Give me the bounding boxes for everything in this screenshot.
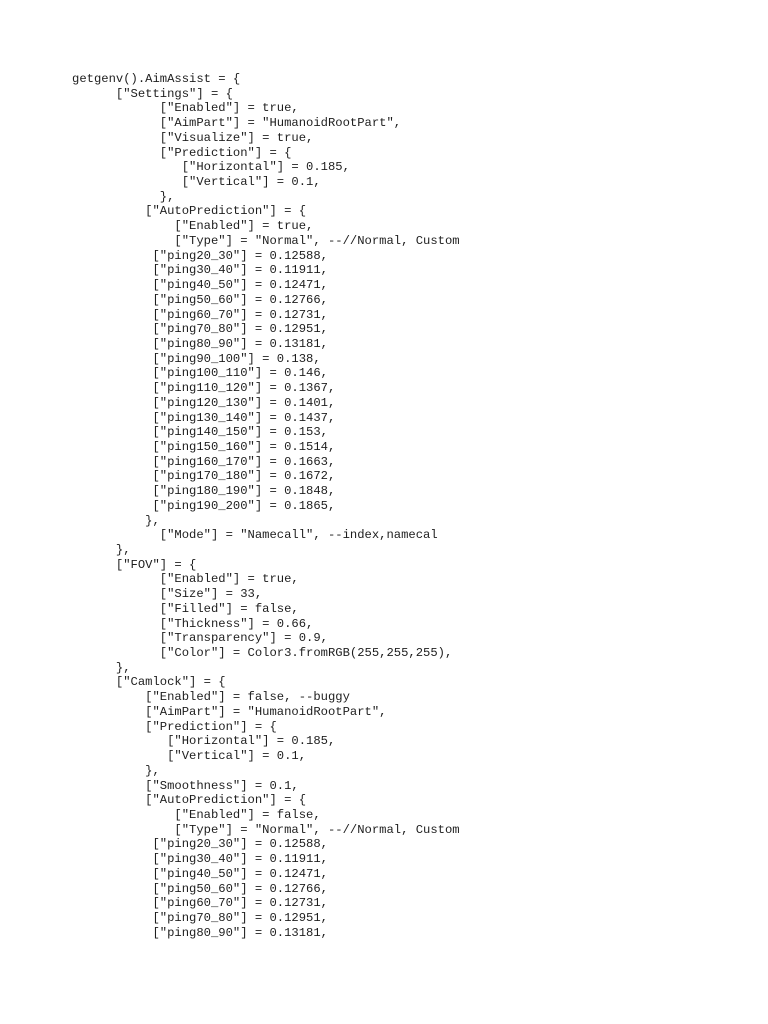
code-line: }, — [72, 189, 175, 204]
code-line: ["ping30_40"] = 0.11911, — [72, 263, 328, 278]
code-line: ["Vertical"] = 0.1, — [72, 749, 307, 764]
code-line: ["ping40_50"] = 0.12471, — [72, 866, 328, 881]
code-line: ["Settings"] = { — [72, 86, 233, 101]
code-line: ["ping70_80"] = 0.12951, — [72, 910, 328, 925]
code-line: }, — [72, 763, 160, 778]
code-line: ["ping50_60"] = 0.12766, — [72, 881, 328, 896]
code-line: ["ping20_30"] = 0.12588, — [72, 248, 328, 263]
code-line: ["ping160_170"] = 0.1663, — [72, 454, 336, 469]
code-line: ["ping110_120"] = 0.1367, — [72, 381, 336, 396]
code-line: ["ping60_70"] = 0.12731, — [72, 896, 328, 911]
code-line: ["Type"] = "Normal", --//Normal, Custom — [72, 822, 460, 837]
code-line: ["Camlock"] = { — [72, 675, 226, 690]
code-line: ["Enabled"] = false, — [72, 807, 321, 822]
code-line: ["ping70_80"] = 0.12951, — [72, 322, 328, 337]
code-line: ["Enabled"] = false, --buggy — [72, 690, 350, 705]
code-line: ["ping30_40"] = 0.11911, — [72, 852, 328, 867]
code-line: ["Smoothness"] = 0.1, — [72, 778, 299, 793]
code-line: ["ping90_100"] = 0.138, — [72, 351, 321, 366]
code-line: getgenv().AimAssist = { — [72, 72, 241, 86]
code-line: ["ping140_150"] = 0.153, — [72, 425, 328, 440]
code-line: ["ping60_70"] = 0.12731, — [72, 307, 328, 322]
code-line: ["ping150_160"] = 0.1514, — [72, 439, 336, 454]
code-line: ["Horizontal"] = 0.185, — [72, 734, 336, 749]
code-line: ["ping50_60"] = 0.12766, — [72, 292, 328, 307]
code-line: ["ping130_140"] = 0.1437, — [72, 410, 336, 425]
code-line: ["ping40_50"] = 0.12471, — [72, 278, 328, 293]
code-line: }, — [72, 660, 131, 675]
code-line: ["FOV"] = { — [72, 557, 197, 572]
code-line: ["Enabled"] = true, — [72, 572, 299, 587]
code-line: ["Enabled"] = true, — [72, 219, 314, 234]
code-line: ["AutoPrediction"] = { — [72, 793, 307, 808]
code-line: ["ping80_90"] = 0.13181, — [72, 925, 328, 940]
code-line: ["Transparency"] = 0.9, — [72, 631, 328, 646]
code-line: ["Enabled"] = true, — [72, 101, 299, 116]
code-line: ["Visualize"] = true, — [72, 130, 314, 145]
code-line: ["ping120_130"] = 0.1401, — [72, 395, 336, 410]
code-line: ["AimPart"] = "HumanoidRootPart", — [72, 116, 402, 131]
code-line: ["Type"] = "Normal", --//Normal, Custom — [72, 233, 460, 248]
code-line: ["Vertical"] = 0.1, — [72, 175, 321, 190]
code-line: ["AimPart"] = "HumanoidRootPart", — [72, 704, 387, 719]
code-line: ["Prediction"] = { — [72, 145, 292, 160]
code-line: ["Horizontal"] = 0.185, — [72, 160, 350, 175]
code-line: }, — [72, 543, 131, 557]
code-line: ["ping170_180"] = 0.1672, — [72, 469, 336, 484]
code-line: }, — [72, 513, 160, 528]
code-line: ["Mode"] = "Namecall", --index,namecal — [72, 528, 438, 543]
code-line: ["ping20_30"] = 0.12588, — [72, 837, 328, 852]
code-line: ["ping100_110"] = 0.146, — [72, 366, 328, 381]
code-line: ["AutoPrediction"] = { — [72, 204, 307, 219]
code-block — [72, 72, 460, 940]
code-line: ["Color"] = Color3.fromRGB(255,255,255), — [72, 646, 453, 661]
code-line: ["ping190_200"] = 0.1865, — [72, 498, 336, 513]
code-line: ["Filled"] = false, — [72, 601, 299, 616]
code-line: ["ping80_90"] = 0.13181, — [72, 336, 328, 351]
code-line: ["Prediction"] = { — [72, 719, 277, 734]
code-line: ["Thickness"] = 0.66, — [72, 616, 314, 631]
code-line: ["Size"] = 33, — [72, 587, 263, 602]
code-line: ["ping180_190"] = 0.1848, — [72, 484, 336, 499]
